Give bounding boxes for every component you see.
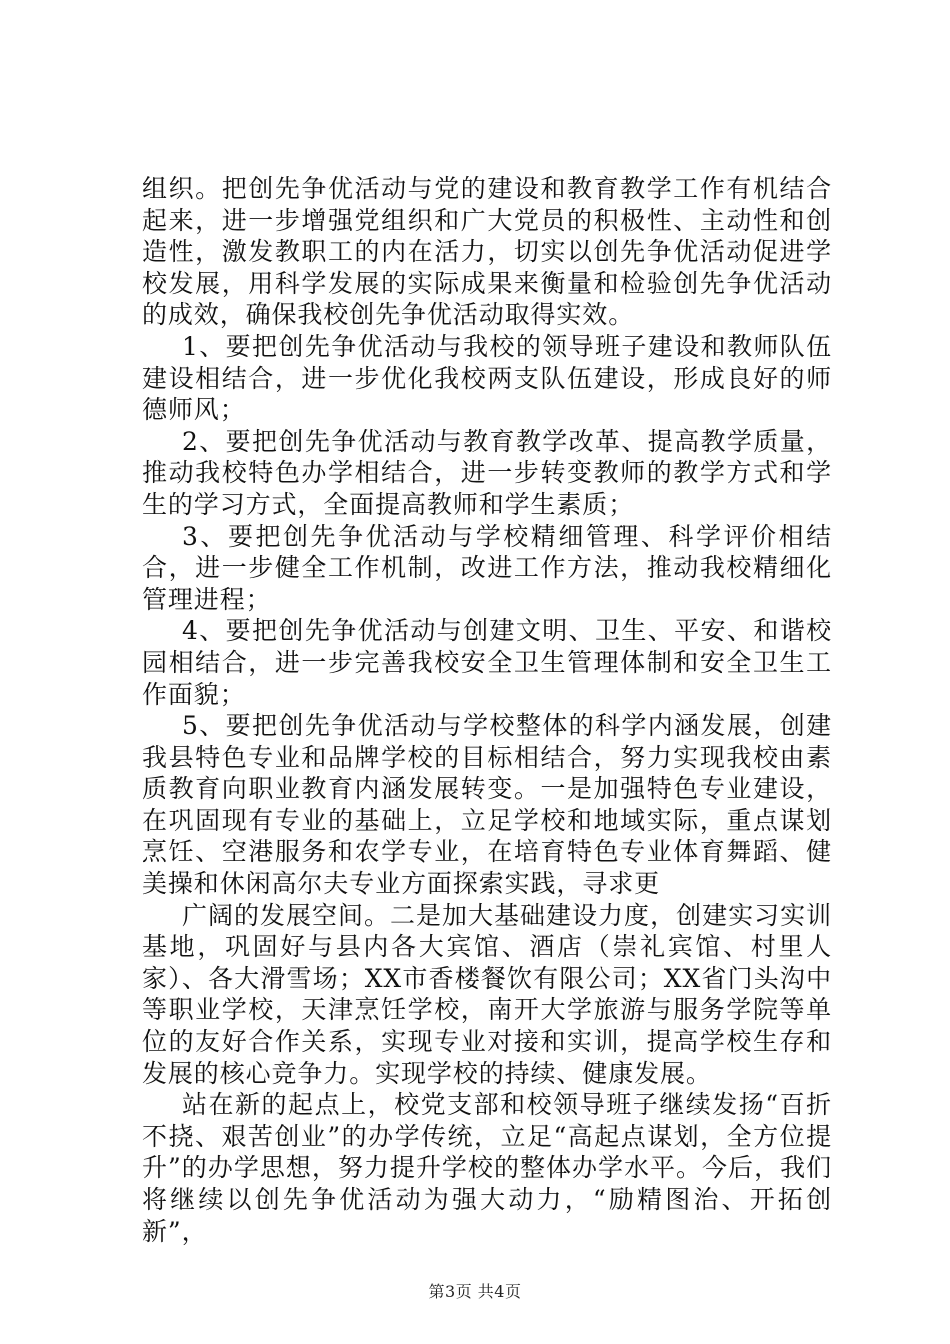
paragraph-continuation: 广阔的发展空间。二是加大基础建设力度，创建实习实训基地，巩固好与县内各大宾馆、酒店（崇礼宾馆、村里人家）、各大滑雪场；XX市香楼餐饮有限公司；XX省门头沟中等职业学校，天津烹饪学校，南开大学旅游与服务学院等单位的友好合作关系，实现专业对接和实训，提高学校生存和发展的核心竞争力。实现学校的持续、健康发展。: [142, 900, 832, 1088]
paragraph-item-4: 4、要把创先争优活动与创建文明、卫生、平安、和谐校园相结合，进一步完善我校安全卫生管理体制和安全卫生工作面貌；: [142, 616, 832, 709]
paragraph-intro: 组织。把创先争优活动与党的建设和教育教学工作有机结合起来，进一步增强党组织和广大党员的积极性、主动性和创造性，激发教职工的内在活力，切实以创先争优活动促进学校发展，用科学发展的实际成果来衡量和检验创先争优活动的成效，确保我校创先争优活动取得实效。: [142, 174, 832, 330]
paragraph-item-3: 3、要把创先争优活动与学校精细管理、科学评价相结合，进一步健全工作机制，改进工作方法，推动我校精细化管理进程；: [142, 521, 832, 614]
document-body: [142, 173, 832, 1247]
paragraph-item-2: 2、要把创先争优活动与教育教学改革、提高教学质量，推动我校特色办学相结合，进一步转变教师的教学方式和学生的学习方式，全面提高教师和学生素质；: [142, 426, 832, 519]
paragraph-item-1: 1、要把创先争优活动与我校的领导班子建设和教师队伍建设相结合，进一步优化我校两支队伍建设，形成良好的师德师风；: [142, 331, 832, 425]
paragraph-closing: 站在新的起点上，校党支部和校领导班子继续发扬“百折不挠、艰苦创业”的办学传统，立足“高起点谋划，全方位提升”的办学思想，努力提升学校的整体办学水平。今后，我们将继续以创先争优活动为强大动力，“励精图治、开拓创新”，: [142, 1090, 832, 1246]
page-footer: 第3页 共4页: [428, 1282, 522, 1301]
paragraph-item-5: 5、要把创先争优活动与学校整体的科学内涵发展，创建我县特色专业和品牌学校的目标相结合，努力实现我校由素质教育向职业教育内涵发展转变。一是加强特色专业建设，在巩固现有专业的基础上，立足学校和地域实际，重点谋划烹饪、空港服务和农学专业，在培育特色专业体育舞蹈、健美操和休闲高尔夫专业方面探索实践，寻求更: [142, 711, 832, 899]
